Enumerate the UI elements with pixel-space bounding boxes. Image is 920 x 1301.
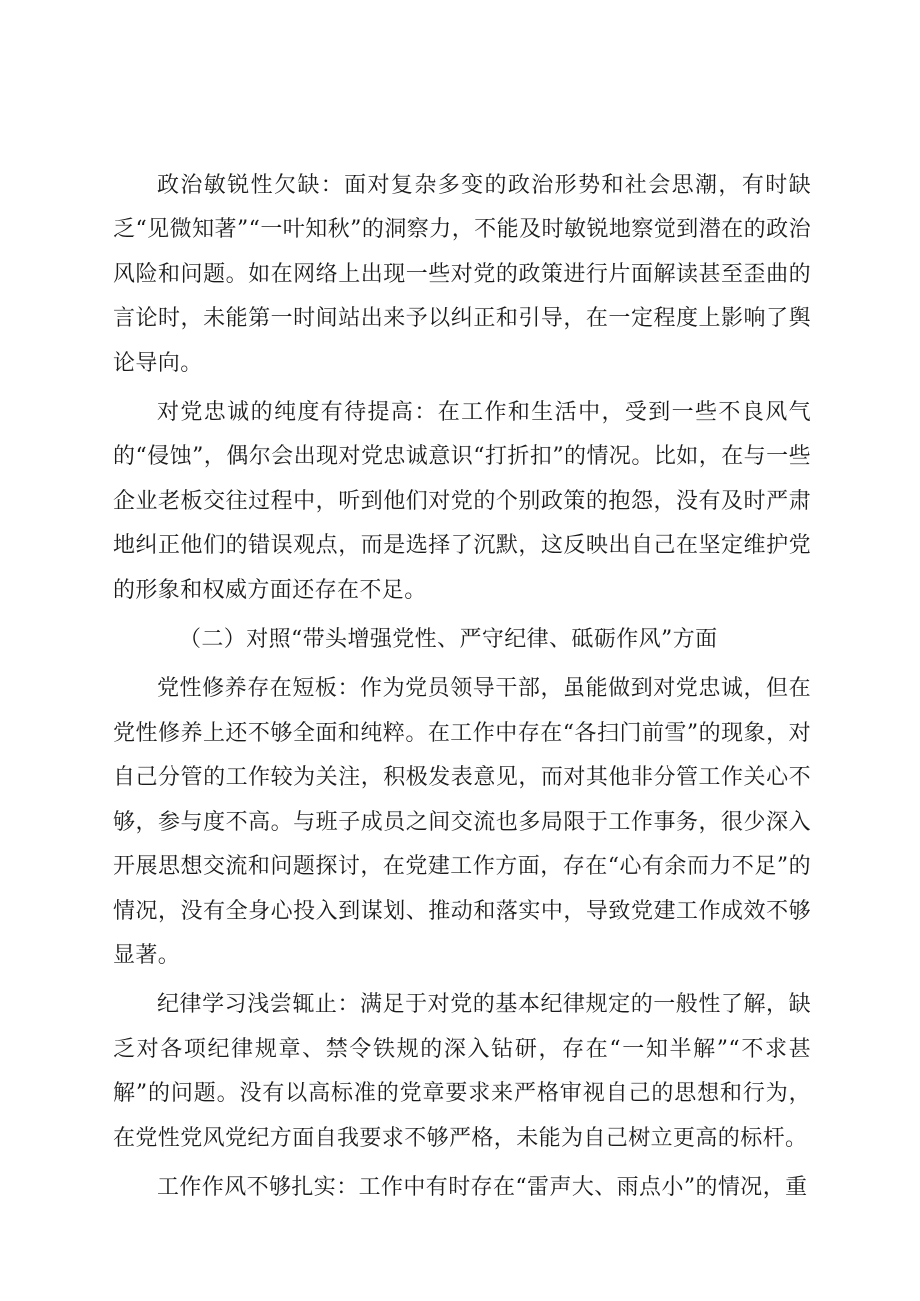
section-heading-2: （二）对照“带头增强党性、严守纪律、砥砺作风”方面 <box>179 627 718 653</box>
paragraph-loyalty-purity: 对党忠诚的纯度有待提高：在工作和生活中，受到一些不良风气的“侵蚀”，偶尔会出现对党忠诚意识“打折扣”的情况。比如，在与一些企业老板交往过程中，听到他们对党的个别政策的抱怨，没有及时严肃地纠正他们的错误观点，而是选择了沉默，这反映出自己在坚定维护党的形象和权威方面还存在不足。 <box>113 400 811 603</box>
paragraph-political-sensitivity: 政治敏锐性欠缺：面对复杂多变的政治形势和社会思潮，有时缺乏“见微知著”“一叶知秋”的洞察力，不能及时敏锐地察觉到潜在的政治风险和问题。如在网络上出现一些对党的政策进行片面解读甚至歪曲的言论时，未能第一时间站出来予以纠正和引导，在一定程度上影响了舆论导向。 <box>113 173 811 376</box>
paragraph-discipline-study: 纪律学习浅尝辄止：满足于对党的基本纪律规定的一般性了解，缺乏对各项纪律规章、禁令铁规的深入钻研，存在“一知半解”“不求甚解”的问题。没有以高标准的党章要求来严格审视自己的思想和行为，在党性党风党纪方面自我要求不够严格，未能为自己树立更高的标杆。 <box>113 992 811 1151</box>
paragraph-party-cultivation: 党性修养存在短板：作为党员领导干部，虽能做到对党忠诚，但在党性修养上还不够全面和纯粹。在工作中存在“各扫门前雪”的现象，对自己分管的工作较为关注，积极发表意见，而对其他非分管工作关心不够，参与度不高。与班子成员之间交流也多局限于工作事务，很少深入开展思想交流和问题探讨，在党建工作方面，存在“心有余而力不足”的情况，没有全身心投入到谋划、推动和落实中，导致党建工作成效不够显著。 <box>113 676 811 968</box>
document-body <box>113 164 811 1210</box>
paragraph-work-style: 工作作风不够扎实：工作中有时存在“雷声大、雨点小”的情况，重 <box>157 1174 808 1200</box>
